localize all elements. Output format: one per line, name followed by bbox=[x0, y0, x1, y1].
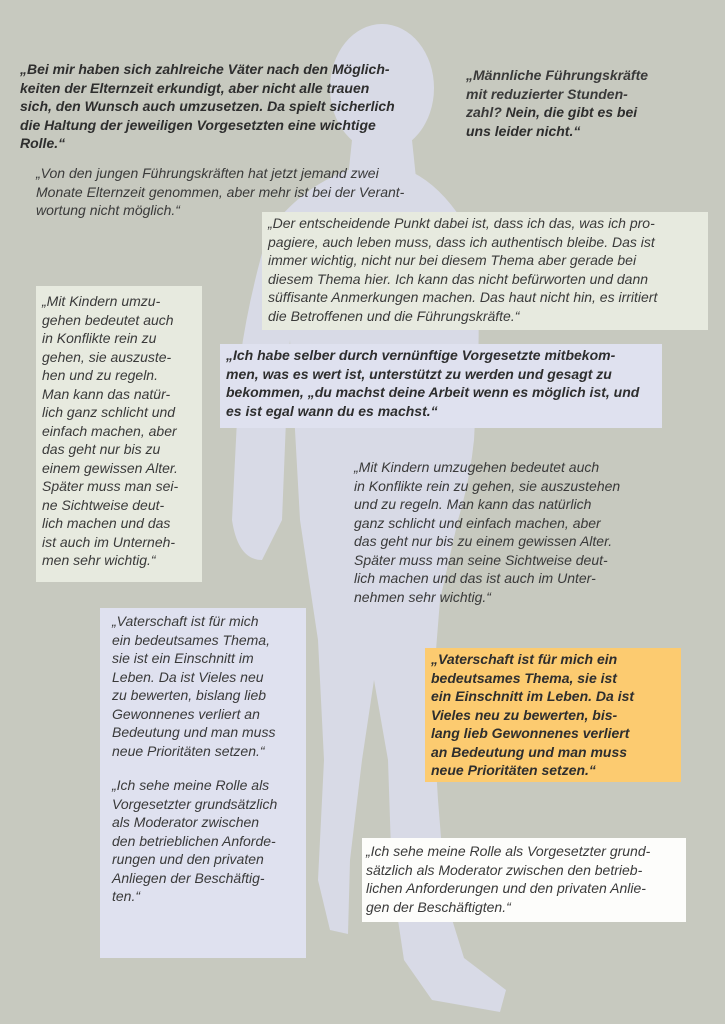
quote-role-moderator-box: „Ich sehe meine Rolle als Vorgesetzter grund- sätzlich als Moderator zwischen den betrieb- lichen Anforderungen und den privaten Anlie- gen der Beschäftigten.“ bbox=[362, 838, 686, 922]
quote-reduced-hours-answer: Nein, die gibt es bei uns leider nicht.“ bbox=[466, 104, 638, 139]
quote-children-conflicts-wide: „Mit Kindern umzugehen bedeutet auch in Konflikte rein zu gehen, sie auszustehen und zu regeln. Man kann das natürlich ganz schlicht und einfach machen, aber das geht nur bis zu einem gewissen Alter. Später muss man seine Sichtweise deut- lich machen und das ist auch im Unter- nehmen sehr wichtig.“ bbox=[354, 459, 621, 605]
quote-authenticity: „Der entscheidende Punkt dabei ist, dass ich das, was ich pro- pagiere, auch leben muss, dass ich authentisch bleibe. Das ist immer wichtig, nicht nur bei diesem Thema aber gerade bei diesem Thema hier. Ich kann das nicht befürworten und dann süffisante Anmerkungen machen. Das haut nicht hin, es irritiert die Betroffenen und die Führungskräfte.“ bbox=[262, 212, 708, 330]
quote-reduced-hours-question: „Männliche Führungskräfte mit reduzierter Stunden- zahl? bbox=[466, 67, 649, 120]
quote-reduced-hours bbox=[466, 66, 686, 140]
quote-fatherhood-left: „Vaterschaft ist für mich ein bedeutsames Thema, sie ist ein Einschnitt im Leben. Da ist Vieles neu zu bewerten, bislang lieb Gewonnenes verliert an Bedeutung und man muss neue Prioritäten setzen.“ bbox=[112, 613, 276, 759]
quote-fatherhood-highlight: „Vaterschaft ist für mich ein bedeutsames Thema, sie ist ein Einschnitt im Leben. Da ist Vieles neu zu bewerten, bis- lang lieb Gewonnenes verliert an Bedeutung und man muss neue Prioritäten setzen.“ bbox=[425, 648, 681, 782]
quote-role-moderator-left: „Ich sehe meine Rolle als Vorgesetzter grundsätzlich als Moderator zwischen den betrieblichen Anforde- rungen und den privaten Anliegen der Beschäftig- ten.“ bbox=[112, 777, 278, 904]
quote-fathers-parental-leave: „Bei mir haben sich zahlreiche Väter nach den Möglich- keiten der Elternzeit erkundigt, aber nicht alle trauen sich, den Wunsch auch umzusetzen. Da spielt sicherlich die Haltung der jeweiligen Vorgesetzten eine wichtige Rolle.“ bbox=[20, 61, 395, 151]
quotes-left-panel bbox=[100, 608, 306, 958]
quote-supportive-supervisors: „Ich habe selber durch vernünftige Vorgesetzte mitbekom- men, was es wert ist, unterstützt zu werden und gesagt zu bekommen, „du machst deine Arbeit wenn es möglich ist, und es ist egal wann du es machst.“ bbox=[220, 344, 662, 428]
quote-children-conflicts-narrow: „Mit Kindern umzu- gehen bedeutet auch in Konflikte rein zu gehen, sie auszuste- hen und zu regeln. Man kann das natür- lich ganz schlicht und einfach machen, aber das geht nur bis zu einem gewissen Alter. Später muss man sei- ne Sichtweise deut- lich machen und das ist auch im Unterneh- men sehr wichtig.“ bbox=[36, 286, 202, 582]
quote-young-managers-leave: „Von den jungen Führungskräften hat jetzt jemand zwei Monate Elternzeit genommen, aber mehr ist bei der Verant- wortung nicht möglich.“ bbox=[36, 165, 405, 218]
